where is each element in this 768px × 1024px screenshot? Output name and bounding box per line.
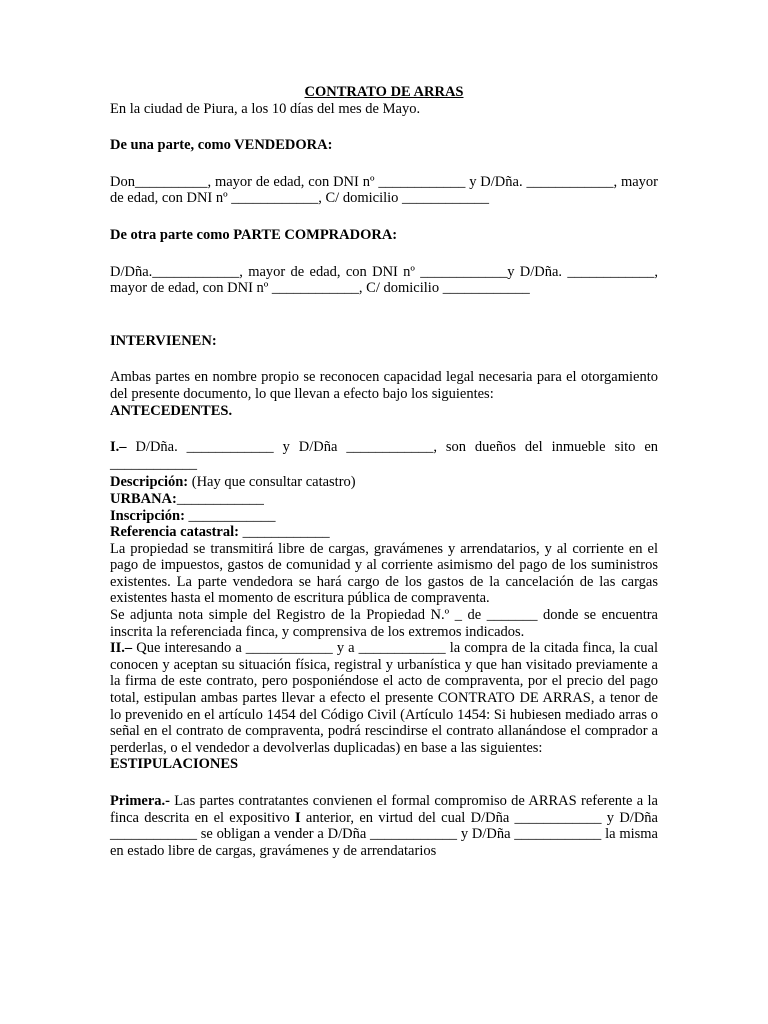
inscripcion-blank: ____________ <box>184 507 276 524</box>
primera-text-b: anterior, en virtud del cual D/Dña ____________ y D/Dña ____________ se obligan a vender a D/Dña ____________ y D/Dña ____________ la misma en estado libre de cargas, gravámenes y de arrendatarios <box>110 809 658 859</box>
antecedente-item-2 <box>110 640 658 756</box>
primera-paragraph <box>110 793 658 859</box>
nota-paragraph: Se adjunta nota simple del Registro de la Propiedad N.º _ de _______ donde se encuentra inscrita la referenciada finca, y comprensiva de los extremos indicados. <box>110 607 658 640</box>
primera-text-bold: I <box>295 809 301 826</box>
intervienen-paragraph: Ambas partes en nombre propio se reconocen capacidad legal necesaria para el otorgamiento del presente documento, lo que llevan a efecto bajo los siguientes: <box>110 369 658 402</box>
item-1-text: D/Dña. ____________ y D/Dña ____________, son dueños del inmueble sito en ____________ <box>110 439 658 472</box>
seller-heading: De una parte, como VENDEDORA: <box>110 137 333 154</box>
primera-label: Primera.- <box>110 793 170 809</box>
antecedentes-heading: ANTECEDENTES. <box>110 402 233 419</box>
urbana-line <box>110 491 658 508</box>
buyer-paragraph: D/Dña.____________, mayor de edad, con DNI nº ____________y D/Dña. ____________, mayor de edad, con DNI nº ____________, C/ domicilio ____________ <box>110 263 658 297</box>
estipulaciones-heading: ESTIPULACIONES <box>110 756 239 773</box>
descripcion-text: (Hay que consultar catastro) <box>188 474 356 491</box>
intro-paragraph: En la ciudad de Piura, a los 10 días del mes de Mayo. <box>110 100 421 117</box>
item-1-label: I.– <box>110 439 127 456</box>
item-2-label: II.– <box>110 640 133 657</box>
referencia-line <box>110 524 658 541</box>
document-title: CONTRATO DE ARRAS <box>304 84 464 100</box>
urbana-blank: ____________ <box>176 490 264 507</box>
inscripcion-line <box>110 508 658 525</box>
seller-paragraph: Don__________, mayor de edad, con DNI nº ____________ y D/Dña. ____________, mayor de edad, con DNI nº ____________, C/ domicilio ____________ <box>110 173 658 207</box>
descripcion-label: Descripción: <box>110 474 189 491</box>
buyer-heading: De otra parte como PARTE COMPRADORA: <box>110 226 398 243</box>
descripcion-line <box>110 474 658 491</box>
item-2-text: Que interesando a ____________ y a ____________ la compra de la citada finca, la cual conocen y aceptan su situación física, registral y urbanística y que han visitado previamente a la firma de este contrato, pero posponiéndose el acto de compraventa, por el precio del pago total, estipulan ambas partes llevar a efecto el presente CONTRATO DE ARRAS, a tenor de lo prevenido en el artículo 1454 del Código Civil (Artículo 1454: Si hubiesen mediado arras o señal en el contrato de compraventa, podrá rescindirse el contrato allanándose el comprador a perderlas, o el vendedor a devolverlas duplicadas) en base a las siguientes: <box>110 640 658 756</box>
primera-text-a: Las partes contratantes convienen el formal compromiso de ARRAS referente a la finca descrita en el expositivo <box>110 793 658 826</box>
inscripcion-label: Inscripción: <box>110 507 185 524</box>
propiedad-paragraph: La propiedad se transmitirá libre de cargas, gravámenes y arrendatarios, y al corriente en el pago de impuestos, gastos de comunidad y al corriente asimismo del pago de los suministros existentes. La parte vendedora se hará cargo de los gastos de la cancelación de las cargas existentes hasta el momento de escritura pública de compraventa. <box>110 540 658 607</box>
antecedente-item-1 <box>110 439 658 472</box>
document-body <box>110 84 658 859</box>
referencia-blank: ____________ <box>238 524 330 541</box>
intervienen-heading: INTERVIENEN: <box>110 332 217 349</box>
urbana-label: URBANA: <box>110 490 177 507</box>
referencia-label: Referencia catastral: <box>110 524 239 541</box>
